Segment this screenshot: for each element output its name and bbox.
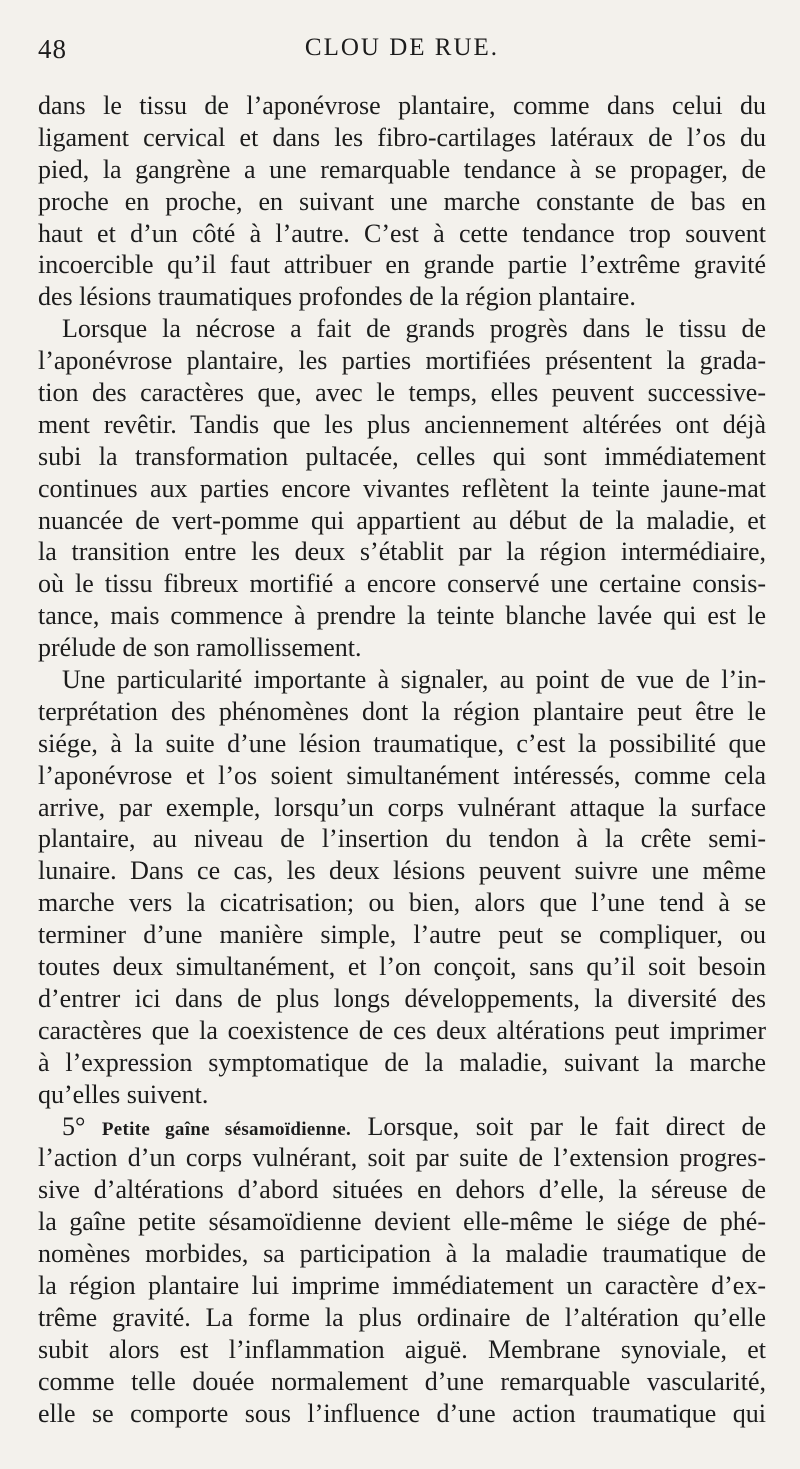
text-line: l’aponévrose et l’os soient simultanément intéressés, comme cela xyxy=(38,760,766,790)
text-line: haut et d’un côté à l’autre. C’est à cette tendance trop souvent xyxy=(38,218,766,248)
text-line: siége, à la suite d’une lésion traumatique, c’est la possibilité que xyxy=(38,728,766,758)
text-line: la gaîne petite sésamoïdienne devient elle-même le siége de phé- xyxy=(38,1207,766,1237)
text-line: subit alors est l’inflammation aiguë. Membrane synoviale, et xyxy=(38,1334,766,1364)
text-line: pied, la gangrène a une remarquable tendance à se propager, de xyxy=(38,154,766,184)
section-number: 5° xyxy=(62,1111,86,1141)
text-line: comme telle douée normalement d’une remarquable vascularité, xyxy=(38,1366,766,1396)
text-line: elle se comporte sous l’influence d’une action traumatique qui xyxy=(38,1398,766,1428)
text-line: d’entrer ici dans de plus longs développements, la diversité des xyxy=(38,983,766,1013)
text-line: à l’expression symptomatique de la maladie, suivant la marche xyxy=(38,1047,766,1077)
text-line: arrive, par exemple, lorsqu’un corps vulnérant attaque la surface xyxy=(38,792,766,822)
text-line: ment revêtir. Tandis que les plus anciennement altérées ont déjà xyxy=(38,409,766,439)
text-line: l’aponévrose plantaire, les parties mortifiées présentent la grada- xyxy=(38,346,766,376)
text-line: terprétation des phénomènes dont la région plantaire peut être le xyxy=(38,696,766,726)
text-line: toutes deux simultanément, et l’on conçoit, sans qu’il soit besoin xyxy=(38,952,766,982)
paragraph xyxy=(38,664,766,1110)
text-line: prélude de son ramollissement. xyxy=(38,633,362,663)
section-first-line xyxy=(38,1111,766,1143)
text-line: lunaire. Dans ce cas, les deux lésions peuvent suivre une même xyxy=(38,856,766,886)
text-line: incoercible qu’il faut attribuer en grande partie l’extrême gravité xyxy=(38,250,766,280)
text-line: tion des caractères que, avec le temps, elles peuvent successive- xyxy=(38,378,766,408)
text-line: plantaire, au niveau de l’insertion du tendon à la crête semi- xyxy=(38,824,766,854)
text-line: la transition entre les deux s’établit par la région intermédiaire, xyxy=(38,537,766,567)
text-line: caractères que la coexistence de ces deux altérations peut imprimer xyxy=(38,1015,766,1045)
running-title: CLOU DE RUE. xyxy=(304,34,500,61)
page-number: 48 xyxy=(38,34,67,64)
text-line: Lorsque la nécrose a fait de grands progrès dans le tissu de xyxy=(62,314,766,344)
body-text xyxy=(38,90,766,1429)
paragraph xyxy=(38,90,766,313)
text-line: où le tissu fibreux mortifié a encore conservé une certaine consis- xyxy=(38,569,766,599)
section-first-line-text: Lorsque, soit par le fait direct de xyxy=(367,1111,766,1141)
text-line: terminer d’une manière simple, l’autre peut se compliquer, ou xyxy=(38,920,766,950)
text-line: nomènes morbides, sa participation à la maladie traumatique de xyxy=(38,1239,766,1269)
text-line: nuancée de vert-pomme qui appartient au début de la maladie, et xyxy=(38,505,766,535)
text-line: qu’elles suivent. xyxy=(38,1079,209,1109)
section-title: Petite gaîne sésamoïdienne. xyxy=(101,1118,352,1140)
running-head xyxy=(38,34,766,80)
text-line: des lésions traumatiques profondes de la région plantaire. xyxy=(38,282,636,312)
text-line: continues aux parties encore vivantes reflètent la teinte jaune-mat xyxy=(38,473,766,503)
text-line: sive d’altérations d’abord situées en dehors d’elle, la séreuse de xyxy=(38,1175,766,1205)
text-line: dans le tissu de l’aponévrose plantaire, comme dans celui du xyxy=(38,91,766,120)
paragraph xyxy=(38,313,766,664)
text-line: l’action d’un corps vulnérant, soit par suite de l’extension progres- xyxy=(38,1143,766,1173)
text-line: la région plantaire lui imprime immédiatement un caractère d’ex- xyxy=(38,1270,766,1300)
text-line: subi la transformation pultacée, celles qui sont immédiatement xyxy=(38,441,766,471)
text-line: ligament cervical et dans les fibro-cartilages latéraux de l’os du xyxy=(38,122,766,152)
text-line: trême gravité. La forme la plus ordinaire de l’altération qu’elle xyxy=(38,1302,766,1332)
text-line: proche en proche, en suivant une marche constante de bas en xyxy=(38,186,766,216)
text-line: marche vers la cicatrisation; ou bien, alors que l’une tend à se xyxy=(38,888,766,918)
text-line: Une particularité importante à signaler, au point de vue de l’in- xyxy=(62,665,766,695)
section-paragraph xyxy=(38,1111,766,1430)
text-line: tance, mais commence à prendre la teinte blanche lavée qui est le xyxy=(38,601,766,631)
